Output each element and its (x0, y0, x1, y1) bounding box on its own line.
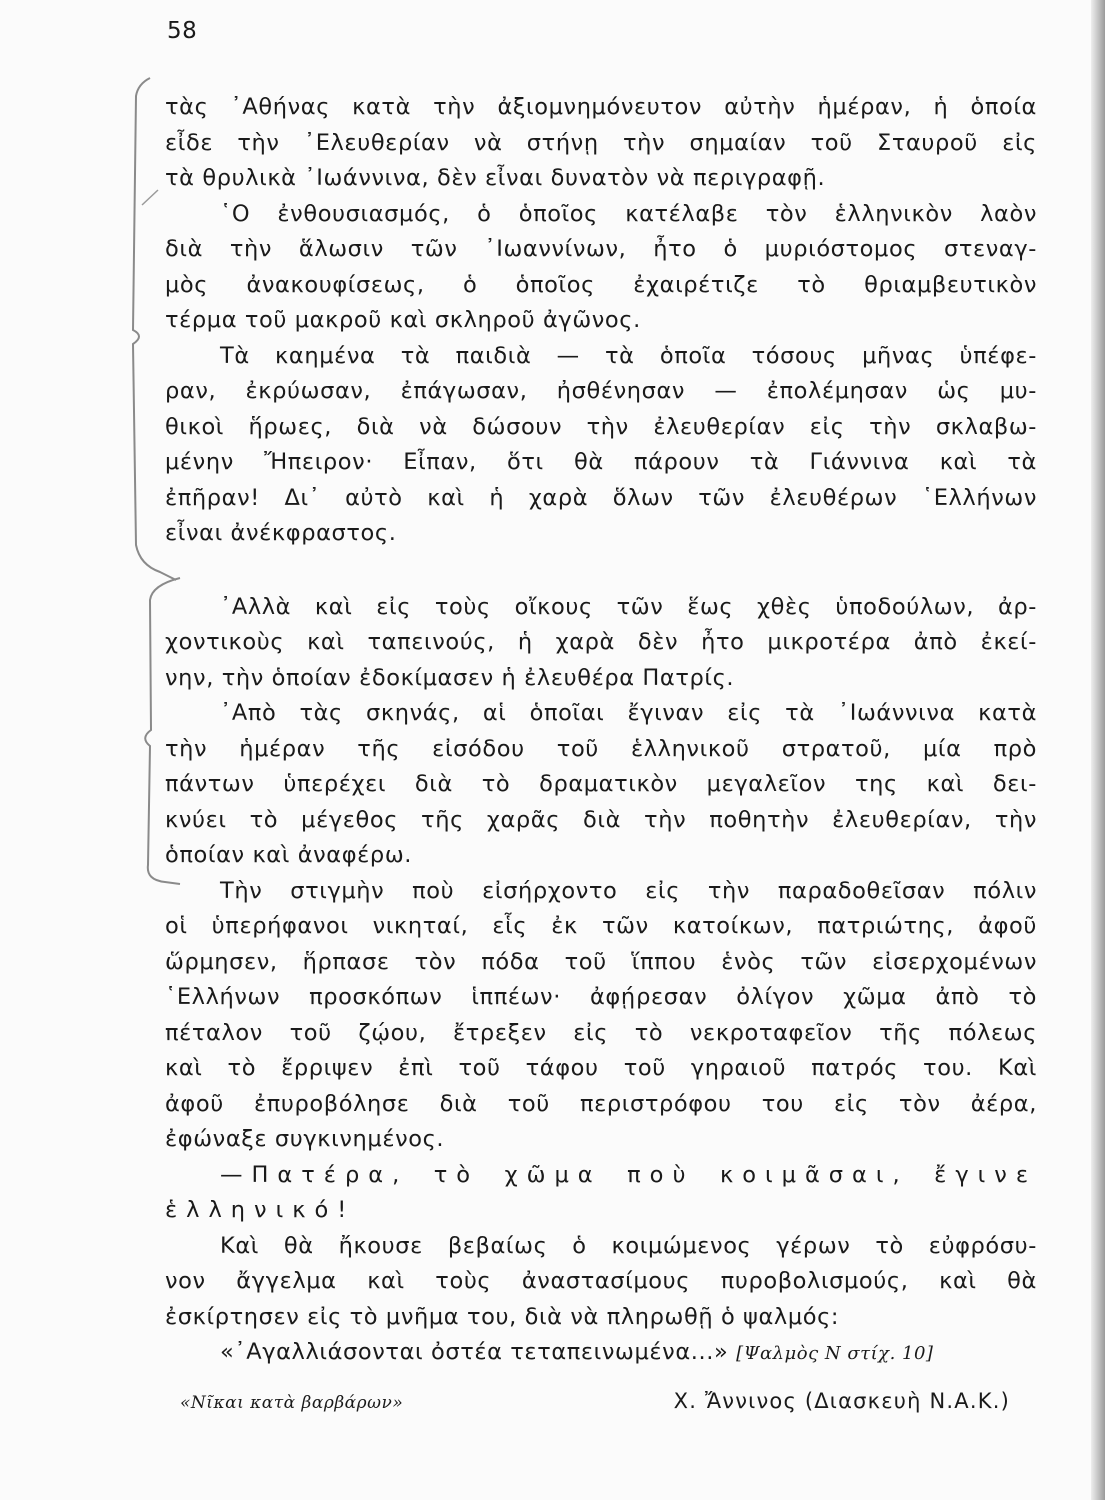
text-line: νην, τὴν ὁποίαν ἐδοκίμασεν ἡ ἐλευθέρα Πατρίς. (165, 664, 735, 691)
text-line: ραν, ἐκρύωσαν, ἐπάγωσαν, ἠσθένησαν — ἐπολέμησαν ὡς μυ- (165, 378, 1037, 404)
text-line: ἐπῆραν! Δι᾿ αὐτὸ καὶ ἡ χαρὰ ὅλων τῶν ἐλευθέρων ῾Ελλήνων (165, 484, 1037, 511)
text-line: ᾿Αλλὰ καὶ εἰς τοὺς οἴκους τῶν ἕως χθὲς ὑποδούλων, ἀρ- (220, 593, 1037, 620)
text-line: κνύει τὸ μέγεθος τῆς χαρᾶς διὰ τὴν ποθητὴν ἐλευθερίαν, τὴν (165, 806, 1037, 833)
text-line: πέταλον τοῦ ζῴου, ἔτρεξεν εἰς τὸ νεκροταφεῖον τῆς πόλεως (165, 1019, 1037, 1046)
attribution-footer (180, 1389, 1010, 1413)
author-credit: Χ. Ἄννινος (Διασκευὴ Ν.Α.Κ.) (673, 1389, 1010, 1413)
text-line: εἶδε τὴν ᾿Ελευθερίαν νὰ στήνῃ τὴν σημαίαν τοῦ Σταυροῦ εἰς (165, 129, 1037, 156)
text-line: ὥρμησεν, ἥρπασε τὸν πόδα τοῦ ἵππου ἑνὸς τῶν εἰσερχομένων (165, 948, 1037, 975)
text-line: ἐφώναξε συγκινημένος. (165, 1126, 445, 1152)
text-line: μὸς ἀνακουφίσεως, ὁ ὁποῖος ἐχαιρέτιζε τὸ θριαμβευτικὸν (165, 271, 1037, 298)
text-line: ῾Ο ἐνθουσιασμός, ὁ ὁποῖος κατέλαβε τὸν ἑλληνικὸν λαὸν (220, 200, 1037, 227)
text-line: ἐσκίρτησεν εἰς τὸ μνῆμα του, διὰ νὰ πληρωθῇ ὁ ψαλμός: (165, 1303, 840, 1330)
text-line: διὰ τὴν ἅλωσιν τῶν ᾿Ιωαννίνων, ἦτο ὁ μυριόστομος στεναγ- (165, 236, 1037, 262)
text-line: Καὶ θὰ ἤκουσε βεβαίως ὁ κοιμώμενος γέρων τὸ εὐφρόσυ- (220, 1232, 1037, 1259)
text-line: πάντων ὑπερέχει διὰ τὸ δραματικὸν μεγαλεῖον της καὶ δει- (165, 771, 1037, 797)
text-line: Τὴν στιγμὴν ποὺ εἰσήρχοντο εἰς τὴν παραδοθεῖσαν πόλιν (220, 877, 1037, 904)
text-line: μένην Ἤπειρον· Εἶπαν, ὅτι θὰ πάρουν τὰ Γιάννινα καὶ τὰ (165, 449, 1037, 475)
exclamation-line: ἑλληνικό! (165, 1197, 356, 1223)
text-line: εἶναι ἀνέκφραστος. (165, 520, 397, 546)
text-line: τὴν ἡμέραν τῆς εἰσόδου τοῦ ἑλληνικοῦ στρατοῦ, μία πρὸ (165, 735, 1037, 762)
psalm-quote: «᾿Αγαλλιάσονται ὀστέα τεταπεινωμένα...» (220, 1339, 729, 1365)
paragraph-gap (165, 552, 1037, 590)
text-line: Τὰ καημένα τὰ παιδιὰ — τὰ ὁποῖα τόσους μῆνας ὑπέφε- (220, 342, 1037, 369)
psalm-quote-line (165, 1335, 1037, 1371)
text-line: νον ἄγγελμα καὶ τοὺς ἀναστασίμους πυροβολισμούς, καὶ θὰ (165, 1268, 1037, 1294)
page-number: 58 (167, 18, 198, 44)
text-line: τὰ θρυλικὰ ᾿Ιωάννινα, δὲν εἶναι δυνατὸν νὰ περιγραφῇ. (165, 165, 826, 191)
text-line: ἀφοῦ ἐπυροβόλησε διὰ τοῦ περιστρόφου του εἰς τὸν ἀέρα, (165, 1090, 1037, 1117)
psalm-reference: [Ψαλμὸς Ν στίχ. 10] (736, 1343, 934, 1364)
source-title: «Νῖκαι κατὰ βαρβάρων» (180, 1393, 404, 1413)
text-line: τὰς ᾿Αθήνας κατὰ τὴν ἀξιομνημόνευτον αὐτὴν ἡμέραν, ἡ ὁποία (165, 94, 1037, 120)
text-line: τέρμα τοῦ μακροῦ καὶ σκληροῦ ἀγῶνος. (165, 307, 641, 333)
pencil-bracket-upper-tick (142, 190, 158, 205)
text-line: ῾Ελλήνων προσκόπων ἱππέων· ἀφῄρεσαν ὀλίγον χῶμα ἀπὸ τὸ (165, 984, 1037, 1010)
text-line: ᾿Απὸ τὰς σκηνάς, αἱ ὁποῖαι ἔγιναν εἰς τὰ ᾿Ιωάννινα κατὰ (220, 700, 1037, 726)
text-line: χοντικοὺς καὶ ταπεινούς, ἡ χαρὰ δὲν ἦτο μικροτέρα ἀπὸ ἐκεί- (165, 629, 1037, 655)
text-line: καὶ τὸ ἔρριψεν ἐπὶ τοῦ τάφου τοῦ γηραιοῦ πατρός του. Καὶ (165, 1055, 1037, 1081)
exclamation-line: —Πατέρα, τὸ χῶμα ποὺ κοιμᾶσαι, ἔγινε (220, 1161, 1037, 1188)
text-line: οἱ ὑπερήφανοι νικηταί, εἷς ἐκ τῶν κατοίκων, πατριώτης, ἀφοῦ (165, 913, 1037, 939)
body-text (165, 90, 1037, 1371)
text-line: ὁποίαν καὶ ἀναφέρω. (165, 842, 413, 868)
text-line: θικοὶ ἥρωες, διὰ νὰ δώσουν τὴν ἐλευθερίαν εἰς τὴν σκλαβω- (165, 413, 1037, 440)
